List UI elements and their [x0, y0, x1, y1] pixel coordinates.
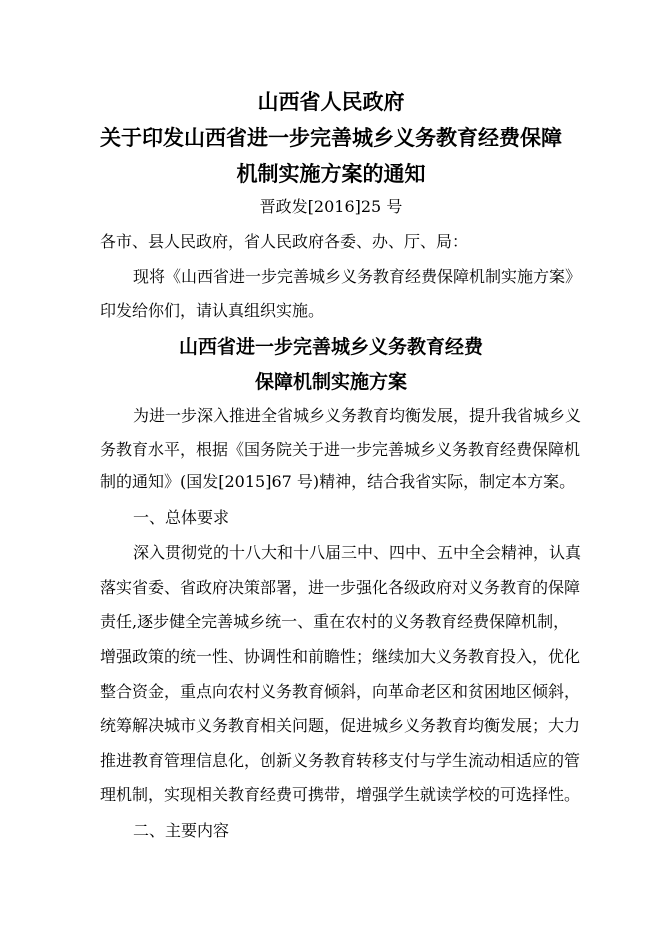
intro-line: 制的通知》(国发[2015]67 号)精神，结合我省实际，制定本方案。	[100, 472, 576, 491]
section1-line: 推进教育管理信息化，创新义务教育转移支付与学生流动相适应的管	[100, 751, 581, 770]
intro-line: 务教育水平，根据《国务院关于进一步完善城乡义务教育经费保障机	[100, 440, 581, 459]
notice-title-line2: 机制实施方案的通知	[236, 162, 426, 186]
plan-title-line2: 保障机制实施方案	[254, 371, 407, 393]
section1-line: 深入贯彻党的十八大和十八届三中、四中、五中全会精神，认真	[133, 543, 582, 562]
plan-title-line1: 山西省进一步完善城乡义务教育经费	[178, 336, 483, 358]
section1-line: 增强政策的统一性、协调性和前瞻性；继续加大义务教育投入，优化	[100, 647, 581, 666]
notice-body-line2: 印发给你们，请认真组织实施。	[100, 301, 325, 320]
section1-line: 落实省委、省政府决策部署，进一步强化各级政府对义务教育的保障	[100, 578, 581, 597]
section-heading-2: 二、主要内容	[133, 821, 230, 840]
issuer-title: 山西省人民政府	[257, 90, 405, 114]
intro-line: 为进一步深入推进全省城乡义务教育均衡发展，提升我省城乡义	[133, 406, 582, 425]
notice-title-line1: 关于印发山西省进一步完善城乡义务教育经费保障	[100, 126, 562, 150]
section-heading-1: 一、总体要求	[133, 508, 230, 527]
notice-body-line1: 现将《山西省进一步完善城乡义务教育经费保障机制实施方案》	[133, 267, 582, 286]
section1-line: 统筹解决城市义务教育相关问题，促进城乡义务教育均衡发展；大力	[100, 716, 581, 735]
section1-line: 理机制，实现相关教育经费可携带，增强学生就读学校的可选择性。	[100, 785, 581, 804]
section1-line: 责任,逐步健全完善城乡统一、重在农村的义务教育经费保障机制，	[100, 612, 570, 631]
section1-line: 整合资金，重点向农村义务教育倾斜，向革命老区和贫困地区倾斜，	[100, 682, 581, 701]
addressee: 各市、县人民政府，省人民政府各委、办、厅、局：	[100, 232, 469, 251]
document-number: 晋政发[2016]25 号	[259, 197, 403, 216]
